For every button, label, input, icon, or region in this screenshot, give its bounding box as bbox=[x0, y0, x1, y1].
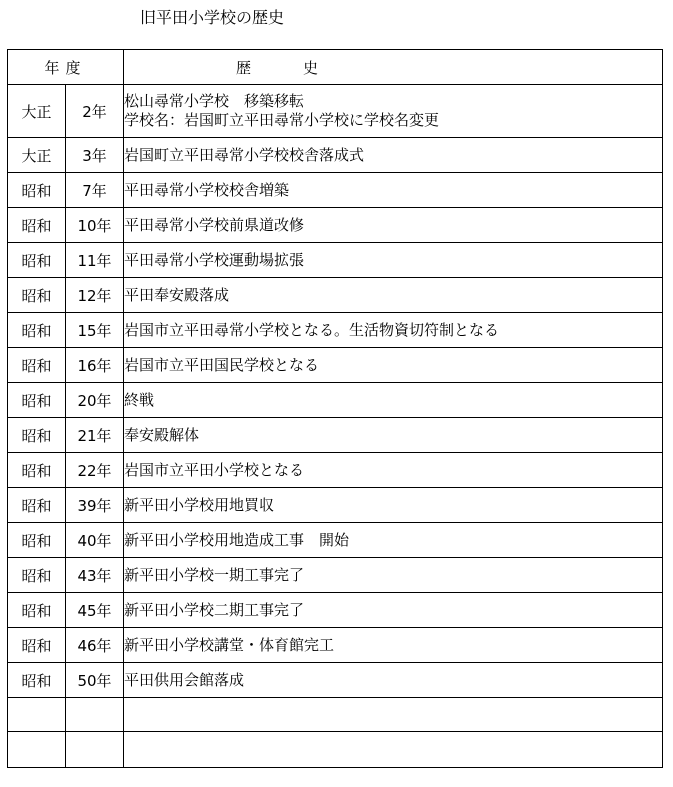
table-row bbox=[8, 523, 663, 558]
year-cell: 15年 bbox=[66, 313, 124, 348]
event-cell bbox=[124, 593, 663, 628]
history-table-body bbox=[8, 85, 663, 768]
table-row bbox=[8, 278, 663, 313]
table-row bbox=[8, 85, 663, 138]
event-text: 学校名：岩国町立平田尋常小学校に学校名変更 bbox=[124, 111, 440, 129]
era-cell: 大正 bbox=[8, 85, 66, 138]
event-cell bbox=[124, 383, 663, 418]
event-text: 岩国市立平田小学校となる bbox=[124, 460, 305, 479]
year-cell: 16年 bbox=[66, 348, 124, 383]
era-cell: 大正 bbox=[8, 138, 66, 173]
era-cell: 昭和 bbox=[8, 173, 66, 208]
table-row bbox=[8, 488, 663, 523]
header-history-char-1: 歴 bbox=[236, 58, 252, 77]
event-cell bbox=[124, 628, 663, 663]
event-cell bbox=[124, 488, 663, 523]
event-cell bbox=[124, 348, 663, 383]
era-cell: 昭和 bbox=[8, 383, 66, 418]
table-row bbox=[8, 138, 663, 173]
event-text: 新平田小学校一期工事完了 bbox=[124, 565, 305, 584]
year-cell: 11年 bbox=[66, 243, 124, 278]
year-cell: 39年 bbox=[66, 488, 124, 523]
event-cell bbox=[124, 558, 663, 593]
document-title: 旧平田小学校の歴史 bbox=[140, 8, 285, 27]
event-cell bbox=[124, 278, 663, 313]
event-cell bbox=[124, 663, 663, 698]
event-cell bbox=[124, 208, 663, 243]
year-cell: 46年 bbox=[66, 628, 124, 663]
table-row bbox=[8, 558, 663, 593]
table-row bbox=[8, 453, 663, 488]
empty-row bbox=[8, 732, 663, 768]
event-cell bbox=[124, 243, 663, 278]
event-cell bbox=[124, 85, 663, 138]
era-cell: 昭和 bbox=[8, 523, 66, 558]
empty-cell bbox=[66, 698, 124, 732]
table-row bbox=[8, 313, 663, 348]
year-cell: 50年 bbox=[66, 663, 124, 698]
year-cell: 43年 bbox=[66, 558, 124, 593]
year-cell: 10年 bbox=[66, 208, 124, 243]
event-text: 岩国町立平田尋常小学校校舎落成式 bbox=[124, 145, 365, 164]
era-cell: 昭和 bbox=[8, 243, 66, 278]
year-cell: 2年 bbox=[66, 85, 124, 138]
era-cell: 昭和 bbox=[8, 208, 66, 243]
header-period: 年度 bbox=[8, 50, 124, 85]
event-text: 奉安殿解体 bbox=[124, 425, 200, 444]
event-text: 平田供用会館落成 bbox=[124, 670, 245, 689]
era-cell: 昭和 bbox=[8, 348, 66, 383]
header-history bbox=[124, 50, 663, 85]
empty-cell bbox=[8, 698, 66, 732]
event-text: 新平田小学校二期工事完了 bbox=[124, 600, 305, 619]
event-text: 岩国市立平田尋常小学校となる。生活物資切符制となる bbox=[124, 320, 500, 339]
event-cell bbox=[124, 523, 663, 558]
event-text: 平田尋常小学校校舎増築 bbox=[124, 180, 290, 199]
year-cell: 45年 bbox=[66, 593, 124, 628]
era-cell: 昭和 bbox=[8, 558, 66, 593]
table-row bbox=[8, 418, 663, 453]
event-text: 平田尋常小学校運動場拡張 bbox=[124, 250, 305, 269]
era-cell: 昭和 bbox=[8, 418, 66, 453]
table-row bbox=[8, 663, 663, 698]
year-cell: 12年 bbox=[66, 278, 124, 313]
era-cell: 昭和 bbox=[8, 628, 66, 663]
table-header-row bbox=[8, 50, 663, 85]
empty-cell bbox=[66, 732, 124, 768]
empty-cell bbox=[8, 732, 66, 768]
event-text: 新平田小学校講堂・体育館完工 bbox=[124, 635, 335, 654]
event-cell bbox=[124, 453, 663, 488]
table-row bbox=[8, 383, 663, 418]
event-text: 松山尋常小学校 移築移転 bbox=[124, 92, 305, 110]
event-cell bbox=[124, 138, 663, 173]
table-row bbox=[8, 208, 663, 243]
era-cell: 昭和 bbox=[8, 663, 66, 698]
event-text: 新平田小学校用地造成工事 開始 bbox=[124, 530, 350, 549]
table-row bbox=[8, 173, 663, 208]
empty-row bbox=[8, 698, 663, 732]
event-text: 終戦 bbox=[124, 390, 155, 409]
era-cell: 昭和 bbox=[8, 488, 66, 523]
event-cell bbox=[124, 313, 663, 348]
event-text: 平田尋常小学校前県道改修 bbox=[124, 215, 305, 234]
empty-cell bbox=[124, 732, 663, 768]
table-row bbox=[8, 243, 663, 278]
event-text: 新平田小学校用地買収 bbox=[124, 495, 275, 514]
empty-cell bbox=[124, 698, 663, 732]
year-cell: 3年 bbox=[66, 138, 124, 173]
era-cell: 昭和 bbox=[8, 593, 66, 628]
year-cell: 40年 bbox=[66, 523, 124, 558]
era-cell: 昭和 bbox=[8, 313, 66, 348]
table-row bbox=[8, 628, 663, 663]
event-cell bbox=[124, 173, 663, 208]
header-history-char-2: 史 bbox=[303, 58, 319, 77]
year-cell: 7年 bbox=[66, 173, 124, 208]
year-cell: 21年 bbox=[66, 418, 124, 453]
era-cell: 昭和 bbox=[8, 278, 66, 313]
history-table bbox=[7, 49, 663, 768]
table-row bbox=[8, 348, 663, 383]
event-cell bbox=[124, 418, 663, 453]
event-text: 岩国市立平田国民学校となる bbox=[124, 355, 320, 374]
era-cell: 昭和 bbox=[8, 453, 66, 488]
event-text: 平田奉安殿落成 bbox=[124, 285, 230, 304]
year-cell: 22年 bbox=[66, 453, 124, 488]
table-row bbox=[8, 593, 663, 628]
year-cell: 20年 bbox=[66, 383, 124, 418]
